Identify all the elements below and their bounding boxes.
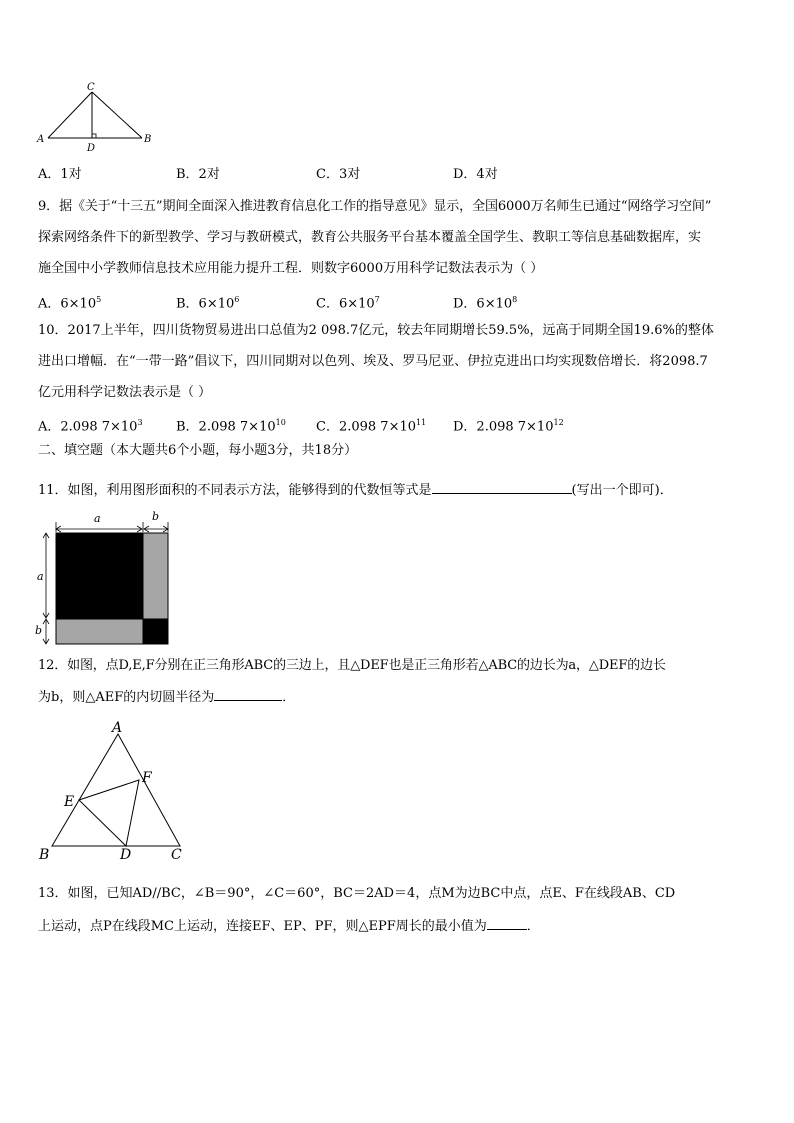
q9-option-a-exp: 5	[96, 295, 102, 304]
q10-option-a-base: A．2.098 7×10	[38, 419, 138, 435]
q10-option-b	[176, 414, 286, 436]
q11-label-a-top: a	[94, 512, 101, 525]
q9-text-line-1: 9．据《关于“十三五”期间全面深入推进教育信息化工作的指导意见》显示，全国6000万名师生已通过“网络学习空间”	[38, 199, 712, 214]
q9-option-c-base: C．6×10	[316, 296, 375, 312]
q10-text-line-2: 进出口增幅．在“一带一路”倡议下，四川同期对以色列、埃及、罗马尼亚、伊拉克进出口均实现数倍增长．将2098.7	[38, 354, 708, 369]
q10-option-b-base: B．2.098 7×10	[176, 419, 276, 435]
q10-text-line-3: 亿元用科学记数法表示是（ ）	[38, 385, 212, 400]
q13-text-line-2	[38, 917, 540, 936]
q13-answer-blank[interactable]	[487, 917, 527, 930]
q11-square-figure	[34, 507, 174, 647]
q9-text-line-3: 施全国中小学教师信息技术应用能力提升工程．则数字6000万用科学记数法表示为（ ）	[38, 261, 544, 276]
q11-label-a-left: a	[37, 570, 44, 583]
q8-option-d: D．4对	[453, 167, 498, 182]
q8-label-a: A	[37, 134, 45, 145]
q9-option-b	[176, 291, 239, 313]
q9-option-c	[316, 291, 380, 313]
q8-option-a: A．1对	[38, 167, 82, 182]
q12-answer-blank[interactable]	[214, 688, 282, 701]
q8-option-b: B．2对	[176, 167, 220, 182]
q10-option-c	[316, 414, 426, 436]
q12-label-e: E	[64, 794, 75, 810]
q10-option-c-base: C．2.098 7×10	[316, 419, 417, 435]
q13-text-before: 上运动，点P在线段MC上运动，连接EF、EP、PF，则△EPF周长的最小值为	[38, 919, 487, 934]
q12-label-a: A	[112, 720, 123, 736]
q10-option-a-exp: 3	[137, 418, 143, 427]
q10-option-a	[38, 414, 143, 436]
q10-option-d-exp: 12	[553, 418, 564, 427]
q12-text-line-2	[38, 688, 295, 707]
q13-text-line-1: 13．如图，已知AD//BC，∠B＝90°，∠C＝60°，BC＝2AD＝4，点M为边BC中点，点E、F在线段AB、CD	[38, 886, 676, 901]
q9-option-b-exp: 6	[234, 295, 240, 304]
q11-label-b-left: b	[35, 624, 43, 637]
q8-option-c: C．3对	[316, 167, 361, 182]
q8-label-d: D	[87, 143, 96, 154]
q10-option-c-exp: 11	[416, 418, 427, 427]
q11-text-before: 11．如图，利用图形面积的不同表示方法，能够得到的代数恒等式是	[38, 483, 432, 498]
q12-label-c: C	[171, 847, 182, 863]
section-heading-fill-blank: 二、填空题（本大题共6个小题，每小题3分，共18分）	[38, 443, 358, 458]
q11-text-after: (写出一个即可)．	[571, 483, 673, 498]
q10-option-b-exp: 10	[275, 418, 286, 427]
q12-triangle-figure	[34, 720, 194, 865]
q12-label-b: B	[39, 847, 50, 863]
q13-text-after: ．	[526, 919, 540, 934]
q12-text-line-1: 12．如图，点D,E,F分别在正三角形ABC的三边上，且△DEF也是正三角形若△ABC的边长为a，△DEF的边长	[38, 658, 666, 673]
q11-label-b-top: b	[152, 510, 160, 523]
q12-text-after: ．	[282, 690, 296, 705]
q8-label-c: C	[87, 82, 95, 93]
q11-answer-blank[interactable]	[432, 481, 572, 494]
q10-text-line-1: 10．2017上半年，四川货物贸易进出口总值为2 098.7亿元，较去年同期增长59.5%，远高于同期全国19.6%的整体	[38, 323, 714, 338]
q9-option-d-exp: 8	[512, 295, 518, 304]
q9-option-a	[38, 291, 101, 313]
q10-option-d-base: D．2.098 7×10	[453, 419, 554, 435]
q11-text	[38, 481, 673, 500]
q12-text-before: 为b，则△AEF的内切圆半径为	[38, 690, 215, 705]
q9-option-b-base: B．6×10	[176, 296, 235, 312]
q12-label-d: D	[120, 847, 132, 863]
q9-option-a-base: A．6×10	[38, 296, 97, 312]
q9-option-d	[453, 291, 517, 313]
q8-label-b: B	[144, 134, 152, 145]
q9-option-d-base: D．6×10	[453, 296, 513, 312]
q9-text-line-2: 探索网络条件下的新型教学、学习与教研模式，教育公共服务平台基本覆盖全国学生、教职工等信息基础数据库，实	[38, 230, 702, 245]
q8-triangle-figure	[34, 80, 164, 155]
q12-label-f: F	[142, 770, 152, 786]
q10-option-d	[453, 414, 564, 436]
q9-option-c-exp: 7	[374, 295, 380, 304]
